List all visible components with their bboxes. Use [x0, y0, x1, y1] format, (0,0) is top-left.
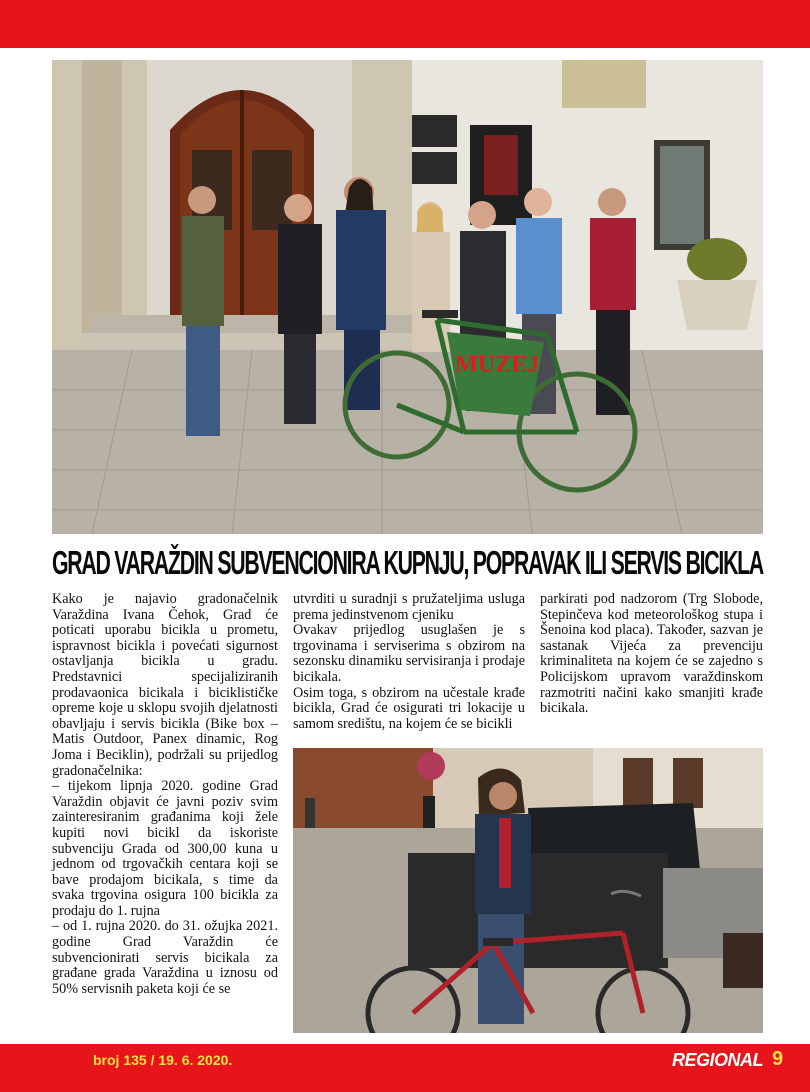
issue-number-date: broj 135 / 19. 6. 2020.	[93, 1052, 233, 1068]
paragraph: Kako je najavio gradonačelnik Varaždina Ivana Čehok, Grad će poticati uporabu bicikla u prometu, ispravnost bicikla i povećati sigurnost ostavljanja bicikla u gradu. Predstavnici specijaliziranih prodavaonica bicikala i biciklističke opreme koje u sklopu svojih djelatnosti obavljaju i servis bicikla (Bike box – Matis Outdoor, Panex dinamic, Rog Joma i Beciklin), podržali su prijedlog gradonačelnika:	[52, 591, 278, 779]
paragraph: utvrditi u suradnji s pružateljima usluga prema jedinstvenom cjeniku	[293, 591, 525, 623]
bicycle-sign-text: MUZEJ	[455, 352, 539, 378]
page-number: 9	[772, 1048, 784, 1070]
article-column-3	[540, 592, 763, 742]
top-color-bar	[0, 0, 810, 48]
photo-man-with-red-bicycle	[293, 748, 763, 1033]
article-column-2	[293, 592, 525, 742]
photo-group-with-bicycle	[52, 60, 763, 534]
paragraph: parkirati pod nadzorom (Trg Slobode, Stepinčeva kod meteorološkog stupa i Šenoina kod placa). Također, sazvan je sastanak Vijeća za prevenciju kriminaliteta na kojem će se zajedno s Policijskom upravom varaždinskom razmotriti načini kako smanjiti krađe bicikala.	[540, 591, 763, 717]
paragraph: – od 1. rujna 2020. do 31. ožujka 2021. godine Grad Varaždin će subvencionirati servis bicikala za građane grada Varaždina u iznosu od 50% servisnih paketa koji će se	[52, 918, 278, 997]
paragraph: Ovakav prijedlog usuglašen je s trgovinama i serviserima s obzirom na sezonsku dinamiku servisiranja i prodaje bicikala.	[293, 622, 525, 685]
article-headline: GRAD VARAŽDIN SUBVENCIONIRA KUPNJU, POPRAVAK ILI SERVIS BICIKLA	[52, 544, 764, 581]
paragraph: – tijekom lipnja 2020. godine Grad Varaždin objavit će javni poziv svim zainteresiranim građanima koji žele kupiti novi bicikl da iskoriste subvenciju Grada od 300,00 kuna u jednom od trgovačkih centara koji se bave prodajom bicikala, s time da svaka trgovina osigura 100 bicikla za prodaju do 1. rujna	[52, 778, 278, 919]
paragraph: Osim toga, s obzirom na učestale krađe bicikla, Grad će osigurati tri lokacije u samom središtu, na kojem će se bicikli	[293, 684, 525, 732]
magazine-brand: REGIONAL	[672, 1050, 764, 1070]
article-column-1	[52, 592, 278, 1032]
